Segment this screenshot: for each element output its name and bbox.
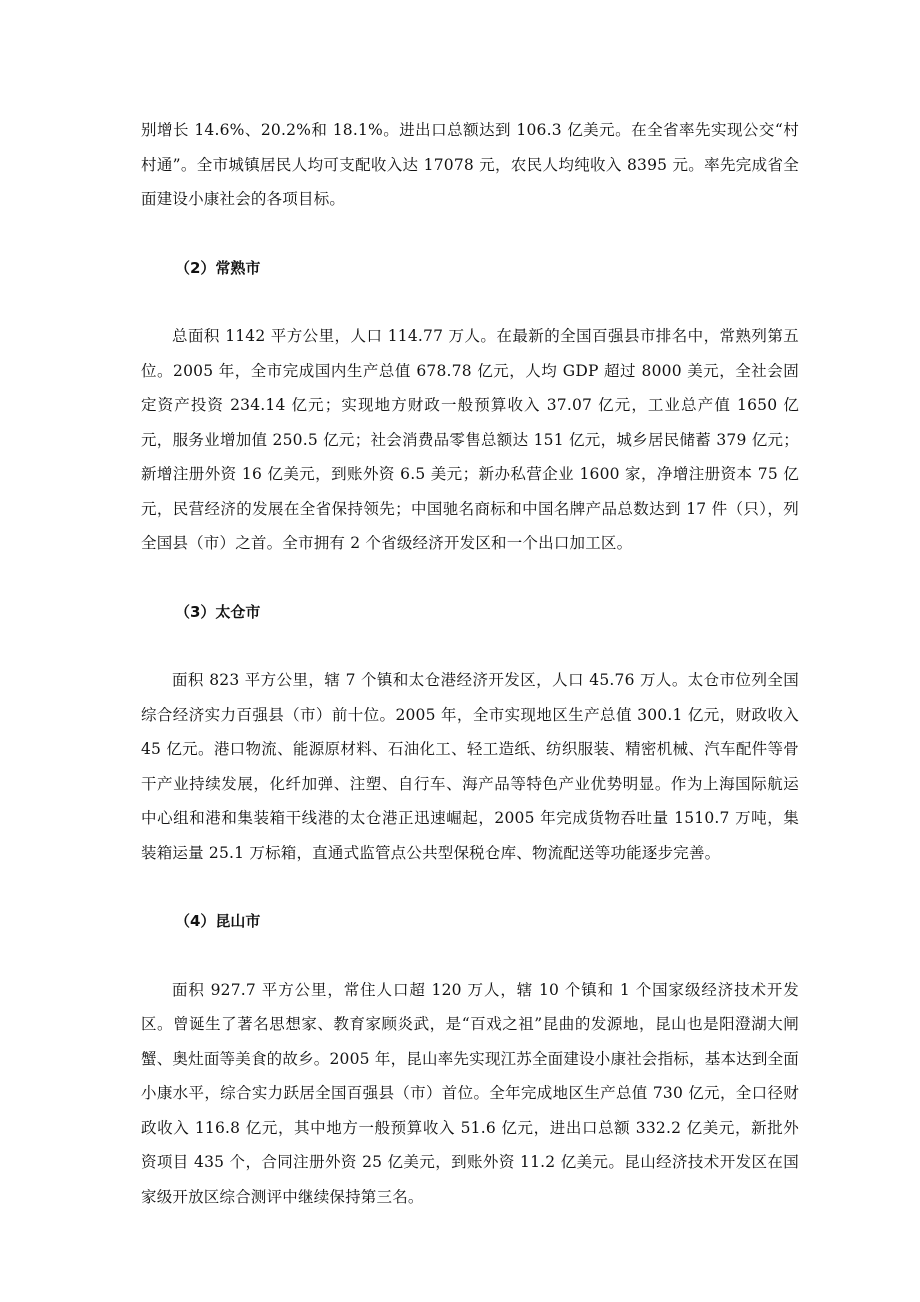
spacer [141,939,799,973]
section-body-changshu: 总面积 1142 平方公里，人口 114.77 万人。在最新的全国百强县市排名中，常熟列第五位。2005 年，全市完成国内生产总值 678.78 亿元，人均 GDP 超过 8000 美元，全社会固定资产投资 234.14 亿元；实现地方财政一般预算收入 37.07 亿元，工业总产值 1650 亿元，服务业增加值 250.5 亿元；社会消费品零售总额达 151 亿元，城乡居民储蓄 379 亿元； 新增注册外资 16 亿美元，到账外资 6.5 美元；新办私营企业 1600 家，净增注册资本 75 亿元，民营经济的发展在全省保持领先；中国驰名商标和中国名牌产品总数达到 17 件（只），列全国县（市）之首。全市拥有 2 个省级经济开发区和一个出口加工区。 [141,327,799,552]
spacer [141,629,799,663]
spacer [141,285,799,319]
document-page [141,113,799,1214]
section-body-taicang: 面积 823 平方公里，辖 7 个镇和太仓港经济开发区，人口 45.76 万人。太仓市位列全国综合经济实力百强县（市）前十位。2005 年，全市实现地区生产总值 300.1 亿元，财政收入 45 亿元。港口物流、能源原材料、石油化工、轻工造纸、纺织服装、精密机械、汽车配件等骨干产业持续发展，化纤加弹、注塑、自行车、海产品等特色产业优势明显。作为上海国际航运中心组和港和集装箱干线港的太仓港正迅速崛起，2005 年完成货物吞吐量 1510.7 万吨，集装箱运量 25.1 万标箱，直通式监管点公共型保税仓库、物流配送等功能逐步完善。 [141,671,799,862]
spacer [141,870,799,904]
section-heading-taicang: （3）太仓市 [175,602,261,621]
spacer [141,561,799,595]
section-heading-changshu: （2）常熟市 [175,258,261,277]
section-body-kunshan: 面积 927.7 平方公里，常住人口超 120 万人，辖 10 个镇和 1 个国家级经济技术开发区。曾诞生了著名思想家、教育家顾炎武，是“百戏之祖”昆曲的发源地，昆山也是阳澄湖大闸蟹、奥灶面等美食的故乡。2005 年，昆山率先实现江苏全面建设小康社会指标，基本达到全面小康水平，综合实力跃居全国百强县（市）首位。全年完成地区生产总值 730 亿元，全口径财政收入 116.8 亿元，其中地方一般预算收入 51.6 亿元，进出口总额 332.2 亿美元，新批外资项目 435 个，合同注册外资 25 亿美元，到账外资 11.2 亿美元。昆山经济技术开发区在国家级开放区综合测评中继续保持第三名。 [141,980,799,1206]
intro-paragraph: 别增长 14.6%、20.2%和 18.1%。进出口总额达到 106.3 亿美元。在全省率先实现公交“村村通”。全市城镇居民人均可支配收入达 17078 元，农民人均纯收入 8395 元。率先完成省全面建设小康社会的各项目标。 [141,121,799,208]
spacer [141,217,799,251]
section-heading-kunshan: （4）昆山市 [175,912,261,930]
